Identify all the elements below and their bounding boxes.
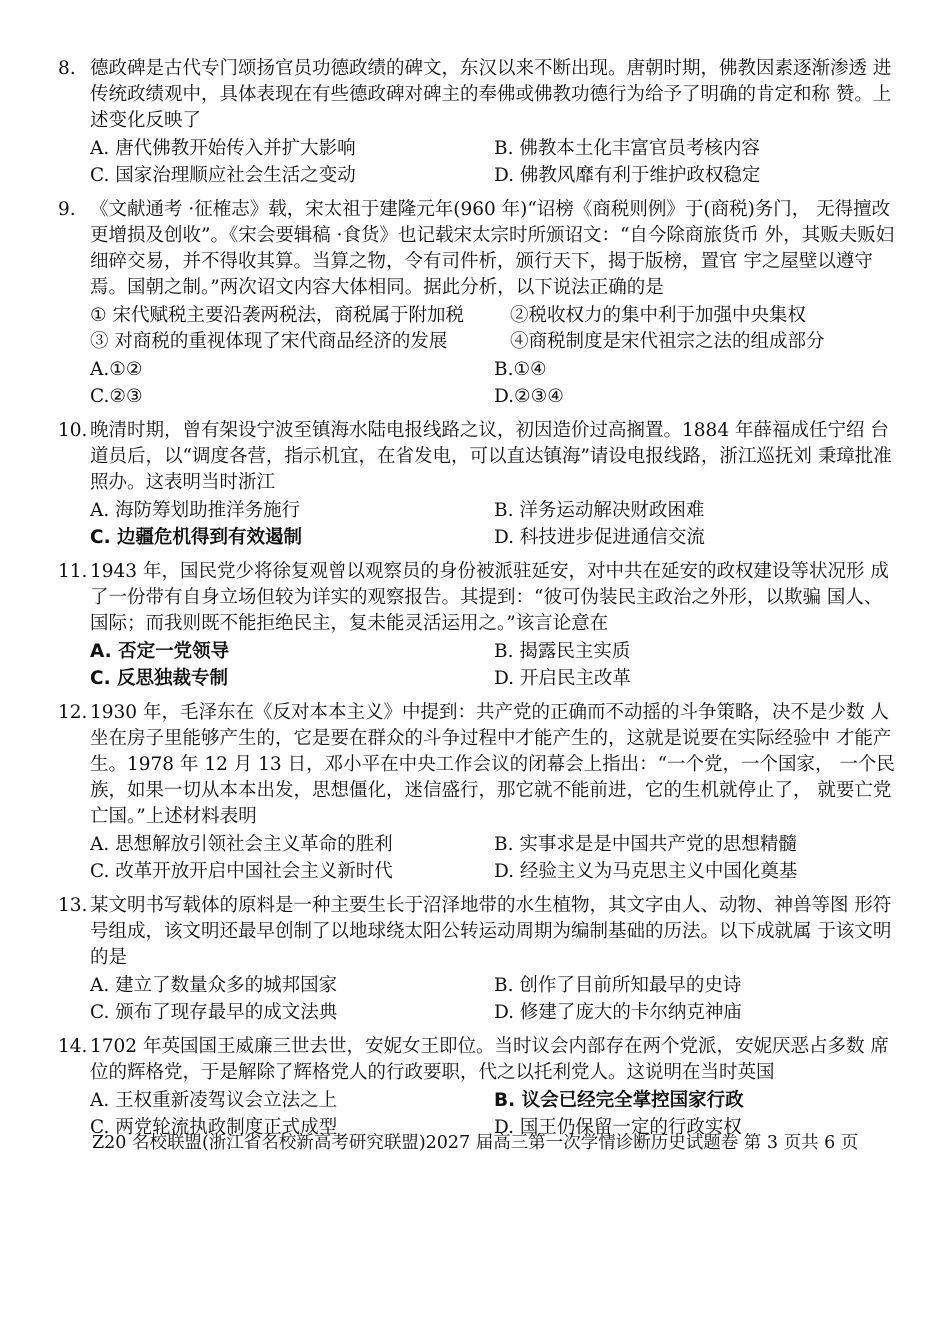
- exam-page: [58, 56, 898, 1149]
- question-stem: 1930 年，毛泽东在《反对本本主义》中提到：共产党的正确而不动摇的斗争策略，决不是少数 人坐在房子里能够产生的，它是要在群众的斗争过程中才能产生的，这就是说要在实际经验中 才能产生。1978 年 12 月 13 日，邓小平在中央工作会议的闭幕会上指出：“一个党，一个国家， 一个民族，如果一切从本本出发，思想僵化，迷信盛行，那它就不能前进，它的生机就停止了， 就要亡党亡国。”上述材料表明: [90, 702, 895, 827]
- option-b: B. 佛教本土化丰富官员考核内容: [494, 138, 760, 159]
- option-b: B. 洋务运动解决财政困难: [494, 500, 705, 521]
- question-number: 13.: [58, 895, 88, 916]
- options: [90, 136, 898, 189]
- option-d: D. 经验主义为马克思主义中国化奠基: [494, 861, 798, 882]
- question-14: [58, 1034, 898, 1141]
- question-number: 11.: [58, 561, 88, 582]
- option-d: D. 开启民主改革: [494, 668, 631, 689]
- statement-3: ③ 对商税的重视体现了宋代商品经济的发展: [90, 331, 448, 352]
- option-b: B. 创作了目前所知最早的史诗: [494, 975, 742, 996]
- question-stem: 《文献通考 ·征榷志》载，宋太祖于建隆元年(960 年)“诏榜《商税则例》于(商税)务门， 无得擅改更增损及创收”。《宋会要辑稿 ·食货》也记载宋太宗时所颁诏文：“自今除商旅货币 外，其贩夫贩妇细碎交易，并不得收其算。当算之物，令有司件析，颁行天下，揭于版榜，置官 宇之屋壁以遵守焉。国朝之制。”两次诏文内容大体相同。据此分析，以下说法正确的是: [90, 199, 895, 298]
- options: [90, 832, 898, 885]
- option-c: C. 反思独裁专制: [90, 668, 229, 689]
- option-a: A. 否定一党领导: [90, 641, 230, 662]
- question-10: [58, 418, 898, 551]
- option-c: C. 改革开放开启中国社会主义新时代: [90, 861, 393, 882]
- question-8: [58, 56, 898, 189]
- option-c: C. 颁布了现存最早的成文法典: [90, 1002, 338, 1023]
- option-c: C. 边疆危机得到有效遏制: [90, 527, 303, 548]
- question-stem: 1702 年英国国王威廉三世去世，安妮女王即位。当时议会内部存在两个党派，安妮厌恶占多数 席位的辉格党，于是解除了辉格党人的行政要职，代之以托利党人。这说明在当时英国: [90, 1036, 889, 1083]
- question-12: [58, 700, 898, 885]
- question-number: 9.: [58, 199, 76, 220]
- option-b: B. 揭露民主实质: [494, 641, 631, 662]
- option-a: A. 海防筹划助推洋务施行: [90, 500, 301, 521]
- option-b: B. 实事求是是中国共产党的思想精髓: [494, 834, 797, 855]
- question-number: 8.: [58, 58, 76, 79]
- option-b: B.①④: [494, 359, 547, 380]
- option-d: D. 佛教风靡有利于维护政权稳定: [494, 165, 761, 186]
- question-stem: 某文明书写载体的原料是一种主要生长于沼泽地带的水生植物，其文字由人、动物、神兽等图 形符号组成，该文明还最早创制了以地球绕太阳公转运动周期为编制基础的历法。以下成就属 于该文明的是: [90, 895, 892, 968]
- option-a: A. 唐代佛教开始传入并扩大影响: [90, 138, 356, 159]
- options: [90, 973, 898, 1026]
- question-number: 14.: [58, 1036, 88, 1057]
- option-d: D. 修建了庞大的卡尔纳克神庙: [494, 1002, 742, 1023]
- option-d: D.②③④: [494, 386, 564, 407]
- question-stem: 1943 年，国民党少将徐复观曾以观察员的身份被派驻延安，对中共在延安的政权建设等状况形 成了一份带有自身立场但较为详实的观察报告。其提到：“彼可伪装民主政治之外形，以欺骗 国人、国际；而我则既不能拒绝民主，复未能灵活运用之。”该言论意在: [90, 561, 889, 634]
- question-stem: 晚清时期，曾有架设宁波至镇海水陆电报线路之议，初因造价过高搁置。1884 年薛福成任宁绍 台道员后，以“调度各营，指示机宜，在省发电，可以直达镇海”请设电报线路，浙江巡抚刘 秉璋批准照办。这表明当时浙江: [90, 420, 892, 493]
- question-13: [58, 893, 898, 1026]
- option-b: B. 议会已经完全掌控国家行政: [494, 1090, 744, 1111]
- question-stem: 德政碑是古代专门颂扬官员功德政绩的碑文，东汉以来不断出现。唐朝时期，佛教因素逐渐渗透 进传统政绩观中，具体表现在有些德政碑对碑主的奉佛或佛教功德行为给予了明确的肯定和称 赞。上述变化反映了: [90, 58, 892, 131]
- question-number: 10.: [58, 420, 88, 441]
- options: [90, 357, 898, 410]
- options: [90, 498, 898, 551]
- option-d: D. 科技进步促进通信交流: [494, 527, 705, 548]
- option-a: A. 王权重新凌驾议会立法之上: [90, 1090, 338, 1111]
- page-footer: Z20 名校联盟(浙江省名校新高考研究联盟)2027 届高三第一次学情诊断历史试题卷 第 3 页共 6 页: [92, 1133, 859, 1153]
- option-a: A. 建立了数量众多的城邦国家: [90, 975, 338, 996]
- option-a: A. 思想解放引领社会主义革命的胜利: [90, 834, 393, 855]
- statement-4: ④商税制度是宋代祖宗之法的组成部分: [510, 331, 825, 352]
- statement-2: ②税收权力的集中利于加强中央集权: [510, 305, 807, 326]
- question-number: 12.: [58, 702, 88, 723]
- statement-list: [90, 303, 898, 355]
- statement-1: ① 宋代赋税主要沿袭两税法，商税属于附加税: [90, 305, 464, 326]
- option-c: C. 两党轮流执政制度正式成型: [90, 1117, 338, 1138]
- option-c: C.②③: [90, 386, 143, 407]
- options: [90, 639, 898, 692]
- question-9: [58, 197, 898, 410]
- option-d: D. 国王仍保留一定的行政实权: [494, 1117, 742, 1138]
- option-c: C. 国家治理顺应社会生活之变动: [90, 165, 356, 186]
- question-11: [58, 559, 898, 692]
- option-a: A.①②: [90, 359, 143, 380]
